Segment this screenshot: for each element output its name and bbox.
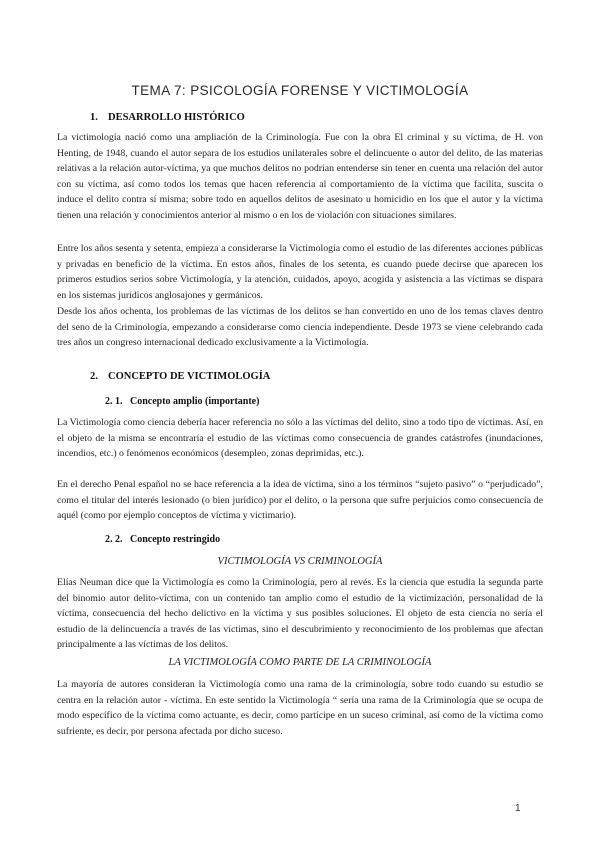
paragraph-history-3: Desde los años ochenta, los problemas de las víctimas de los delitos se han convertido en uno de los temas claves dentro del seno de la Criminología, empezando a considerarse como ciencia independiente. Desde 1973 se viene celebrando cada tres años un congreso internacional dedicado exclusivamente a la Victimología. [57,306,543,349]
section-2-title: CONCEPTO DE VICTIMOLOGÍA [108,371,271,382]
section-1-heading [90,112,245,123]
section-1-number: 1. [90,112,98,123]
section-1-title: DESARROLLO HISTÓRICO [108,112,245,123]
subsection-2-1-title: Concepto amplio (importante) [130,396,260,407]
section-2-number: 2. [90,371,98,382]
page-number: 1 [515,803,521,814]
subsection-2-1-heading [105,396,259,407]
paragraph-broad-1: La Victimología como ciencia debería hacer referencia no sólo a las víctimas del delito, sino a todo tipo de víctimas. Así, en el objeto de la misma se encontraría el estudio de las víctimas como consecuencia de grandes catástrofes (inundaciones, incendios, etc.) o fenómenos económicos (desempleo, zonas deprimidas, etc.). [57,417,543,460]
paragraph-restricted-1: Elías Neuman dice que la Victimología es como la Criminología, pero al revés. Es la ciencia que estudia la segunda parte del binomio autor delito-víctima, con un contenido tan amplio como el estudio de la victimización, personalidad de la víctima, consecuencia del hecho delictivo en la víctima y sus posibles soluciones. El objeto de esta ciencia no sería el estudio de la delincuencia a través de las víctimas, sino el descubrimiento y reconocimiento de los problemas que afectan principalmente a las víctimas de los delitos. [57,577,543,651]
subsection-2-2-number: 2. 2. [105,534,123,545]
paragraph-history-2: Entre los años sesenta y setenta, empieza a considerarse la Victimología como el estudio de las diferentes acciones públicas y privadas en beneficio de la víctima. En estos años, finales de los setenta, es cuando puede decirse que aparecen los primeros estudios serios sobre Victimología, y la atención, cuidados, apoyo, acogida y asistencia a las víctimas se dispara en los sistemas jurídicos anglosajones y germánicos. [57,243,543,301]
subtitle-victimology-part-of-criminology: LA VICTIMOLOGÍA COMO PARTE DE LA CRIMINOLOGÍA [168,657,432,668]
paragraph-broad-2: En el derecho Penal español no se hace referencia a la idea de víctima, sino a los términos “sujeto pasivo” o “perjudicado”, como el titular del interés lesionado (o bien jurídico) por el delito, o la persona que sufre perjuicios como consecuencia de aquél (como por ejemplo conceptos de víctima y victimario). [57,479,543,522]
section-2-heading [90,371,270,382]
paragraph-history-1: La victimología nació como una ampliación de la Criminología. Fue con la obra El criminal y su víctima, de H. von Henting, de 1948, cuando el autor separa de los estudios unilaterales sobre el delincuente o autor del delito, de las materias relativas a la relación autor-víctima, ya que muchos delitos no podrían entenderse sin tener en cuenta una relación del autor con su víctima, así como todos los temas que hacen referencia al comportamiento de la víctima que facilita, suscita o induce el delito contra sí misma; sobre todo en aquellos delitos de asesinato u homicidio en los que el autor y la víctima tienen una relación y conocimientos anterior al mismo o en los de violación con situaciones similares. [57,132,543,221]
page-title: TEMA 7: PSICOLOGÍA FORENSE Y VICTIMOLOGÍA [131,83,469,98]
paragraph-restricted-2: La mayoría de autores consideran la Victimología como una rama de la criminología, sobre todo cuando su estudio se centra en la relación autor - víctima. En este sentido la Victimología “ sería una rama de la Criminología que se ocupa de modo específico de la víctima como actuante, es decir, como partícipe en un suceso criminal, así como de la víctima como sufriente, es decir, por persona afectada por dicho suceso. [57,679,543,737]
subsection-2-1-number: 2. 1. [105,396,123,407]
subsection-2-2-title: Concepto restringido [130,534,221,545]
subtitle-victimology-vs-criminology: VICTIMOLOGÍA VS CRIMINOLOGÍA [217,556,383,567]
subsection-2-2-heading [105,534,220,545]
